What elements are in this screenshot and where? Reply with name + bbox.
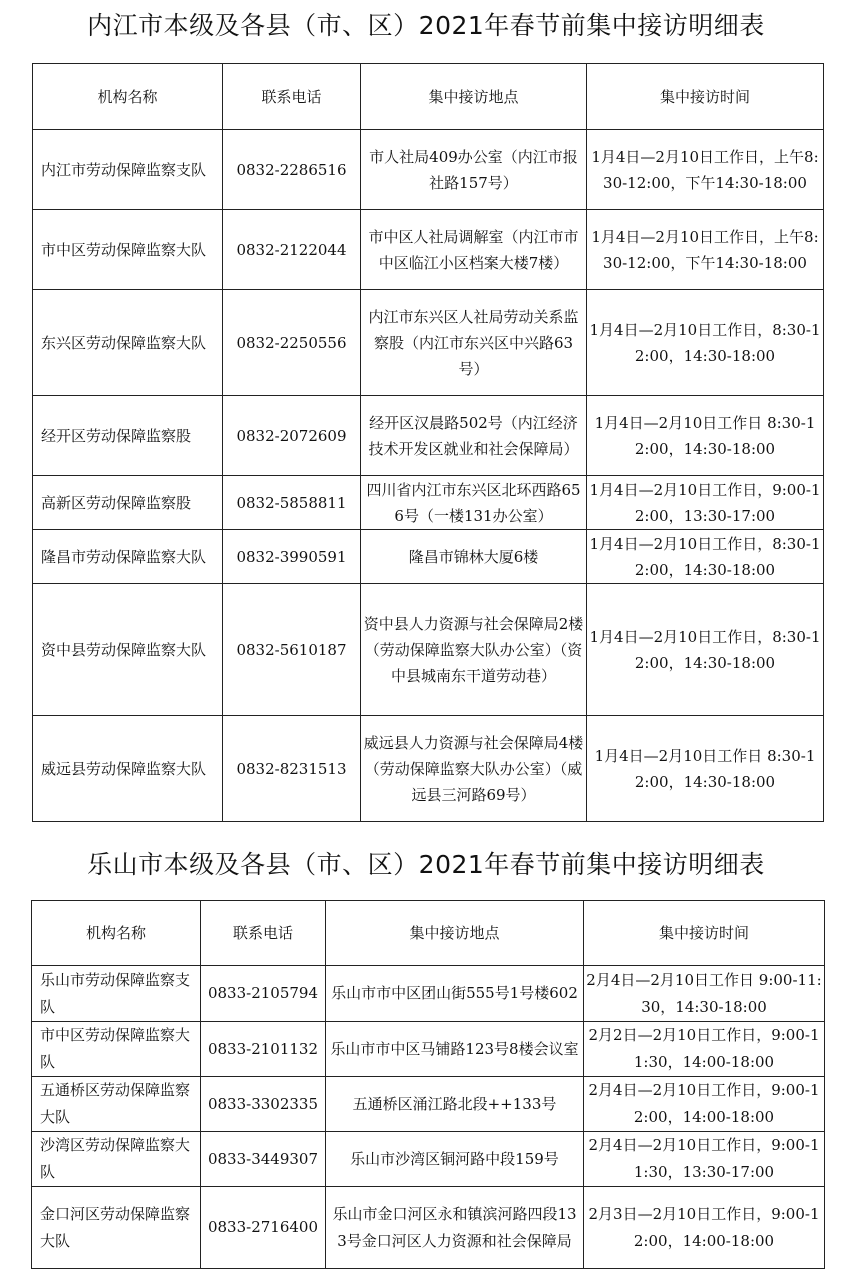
table-row: [32, 1187, 825, 1269]
table-row: [32, 1022, 825, 1077]
org-name: 沙湾区劳动保障监察大队: [32, 1132, 201, 1187]
visit-time: 1月4日—2月10日工作日 8:30-12:00，14:30-18:00: [587, 396, 824, 476]
leshan-table-title: 乐山市本级及各县（市、区）2021年春节前集中接访明细表: [87, 850, 765, 879]
phone-number: 0832-3990591: [223, 530, 361, 584]
visit-time: 2月3日—2月10日工作日，9:00-12:00，14:00-18:00: [584, 1187, 825, 1269]
visit-time: 1月4日—2月10日工作日，上午8:30-12:00，下午14:30-18:00: [587, 210, 824, 290]
header-org: 机构名称: [32, 901, 201, 966]
visit-place: 四川省内江市东兴区北环西路656号（一楼131办公室）: [361, 476, 587, 530]
visit-time: 2月2日—2月10日工作日，9:00-11:30，14:00-18:00: [584, 1022, 825, 1077]
visit-place: 威远县人力资源与社会保障局4楼（劳动保障监察大队办公室）（威远县三河路69号）: [361, 716, 587, 822]
table-row: [32, 1132, 825, 1187]
table-row: [33, 584, 824, 716]
phone-number: 0832-5610187: [223, 584, 361, 716]
org-name: 五通桥区劳动保障监察大队: [32, 1077, 201, 1132]
visit-place: 资中县人力资源与社会保障局2楼（劳动保障监察大队办公室）（资中县城南东干道劳动巷）: [361, 584, 587, 716]
table-row: [32, 1077, 825, 1132]
table-row: [33, 716, 824, 822]
phone-number: 0833-2101132: [201, 1022, 326, 1077]
visit-place: 内江市东兴区人社局劳动关系监察股（内江市东兴区中兴路63号）: [361, 290, 587, 396]
table-row: [33, 530, 824, 584]
neijiang-table: [32, 63, 824, 822]
org-name: 东兴区劳动保障监察大队: [33, 290, 223, 396]
visit-place: 隆昌市锦林大厦6楼: [361, 530, 587, 584]
table-row: [33, 396, 824, 476]
table-row: [33, 476, 824, 530]
visit-place: 乐山市金口河区永和镇滨河路四段133号金口河区人力资源和社会保障局: [326, 1187, 584, 1269]
phone-number: 0833-3449307: [201, 1132, 326, 1187]
table-header-row: [32, 901, 825, 966]
org-name: 乐山市劳动保障监察支队: [32, 966, 201, 1022]
visit-time: 1月4日—2月10日工作日 8:30-12:00，14:30-18:00: [587, 716, 824, 822]
phone-number: 0833-2716400: [201, 1187, 326, 1269]
header-org: 机构名称: [33, 64, 223, 130]
visit-time: 1月4日—2月10日工作日，8:30-12:00，14:30-18:00: [587, 530, 824, 584]
visit-time: 2月4日—2月10日工作日，9:00-12:00，14:00-18:00: [584, 1077, 825, 1132]
phone-number: 0832-8231513: [223, 716, 361, 822]
phone-number: 0832-2122044: [223, 210, 361, 290]
phone-number: 0832-2072609: [223, 396, 361, 476]
org-name: 威远县劳动保障监察大队: [33, 716, 223, 822]
table-row: [32, 966, 825, 1022]
table-header-row: [33, 64, 824, 130]
phone-number: 0832-5858811: [223, 476, 361, 530]
table-row: [33, 130, 824, 210]
neijiang-table-title: 内江市本级及各县（市、区）2021年春节前集中接访明细表: [87, 11, 765, 40]
visit-time: 2月4日—2月10日工作日，9:00-11:30，13:30-17:00: [584, 1132, 825, 1187]
visit-place: 乐山市市中区马铺路123号8楼会议室: [326, 1022, 584, 1077]
phone-number: 0832-2250556: [223, 290, 361, 396]
table-row: [33, 210, 824, 290]
visit-time: 1月4日—2月10日工作日，8:30-12:00，14:30-18:00: [587, 290, 824, 396]
org-name: 市中区劳动保障监察大队: [33, 210, 223, 290]
leshan-table: [31, 900, 825, 1269]
visit-place: 经开区汉晨路502号（内江经济技术开发区就业和社会保障局）: [361, 396, 587, 476]
phone-number: 0833-3302335: [201, 1077, 326, 1132]
visit-place: 市中区人社局调解室（内江市市中区临江小区档案大楼7楼）: [361, 210, 587, 290]
visit-time: 1月4日—2月10日工作日，9:00-12:00，13:30-17:00: [587, 476, 824, 530]
header-place: 集中接访地点: [361, 64, 587, 130]
header-time: 集中接访时间: [584, 901, 825, 966]
visit-place: 五通桥区涌江路北段++133号: [326, 1077, 584, 1132]
visit-time: 1月4日—2月10日工作日，上午8:30-12:00，下午14:30-18:00: [587, 130, 824, 210]
visit-place: 市人社局409办公室（内江市报社路157号）: [361, 130, 587, 210]
table-row: [33, 290, 824, 396]
org-name: 金口河区劳动保障监察大队: [32, 1187, 201, 1269]
org-name: 经开区劳动保障监察股: [33, 396, 223, 476]
visit-time: 1月4日—2月10日工作日，8:30-12:00，14:30-18:00: [587, 584, 824, 716]
header-place: 集中接访地点: [326, 901, 584, 966]
header-phone: 联系电话: [201, 901, 326, 966]
org-name: 内江市劳动保障监察支队: [33, 130, 223, 210]
visit-place: 乐山市市中区团山街555号1号楼602: [326, 966, 584, 1022]
org-name: 市中区劳动保障监察大队: [32, 1022, 201, 1077]
org-name: 隆昌市劳动保障监察大队: [33, 530, 223, 584]
visit-place: 乐山市沙湾区铜河路中段159号: [326, 1132, 584, 1187]
phone-number: 0832-2286516: [223, 130, 361, 210]
org-name: 高新区劳动保障监察股: [33, 476, 223, 530]
phone-number: 0833-2105794: [201, 966, 326, 1022]
visit-time: 2月4日—2月10日工作日 9:00-11:30，14:30-18:00: [584, 966, 825, 1022]
org-name: 资中县劳动保障监察大队: [33, 584, 223, 716]
header-phone: 联系电话: [223, 64, 361, 130]
header-time: 集中接访时间: [587, 64, 824, 130]
